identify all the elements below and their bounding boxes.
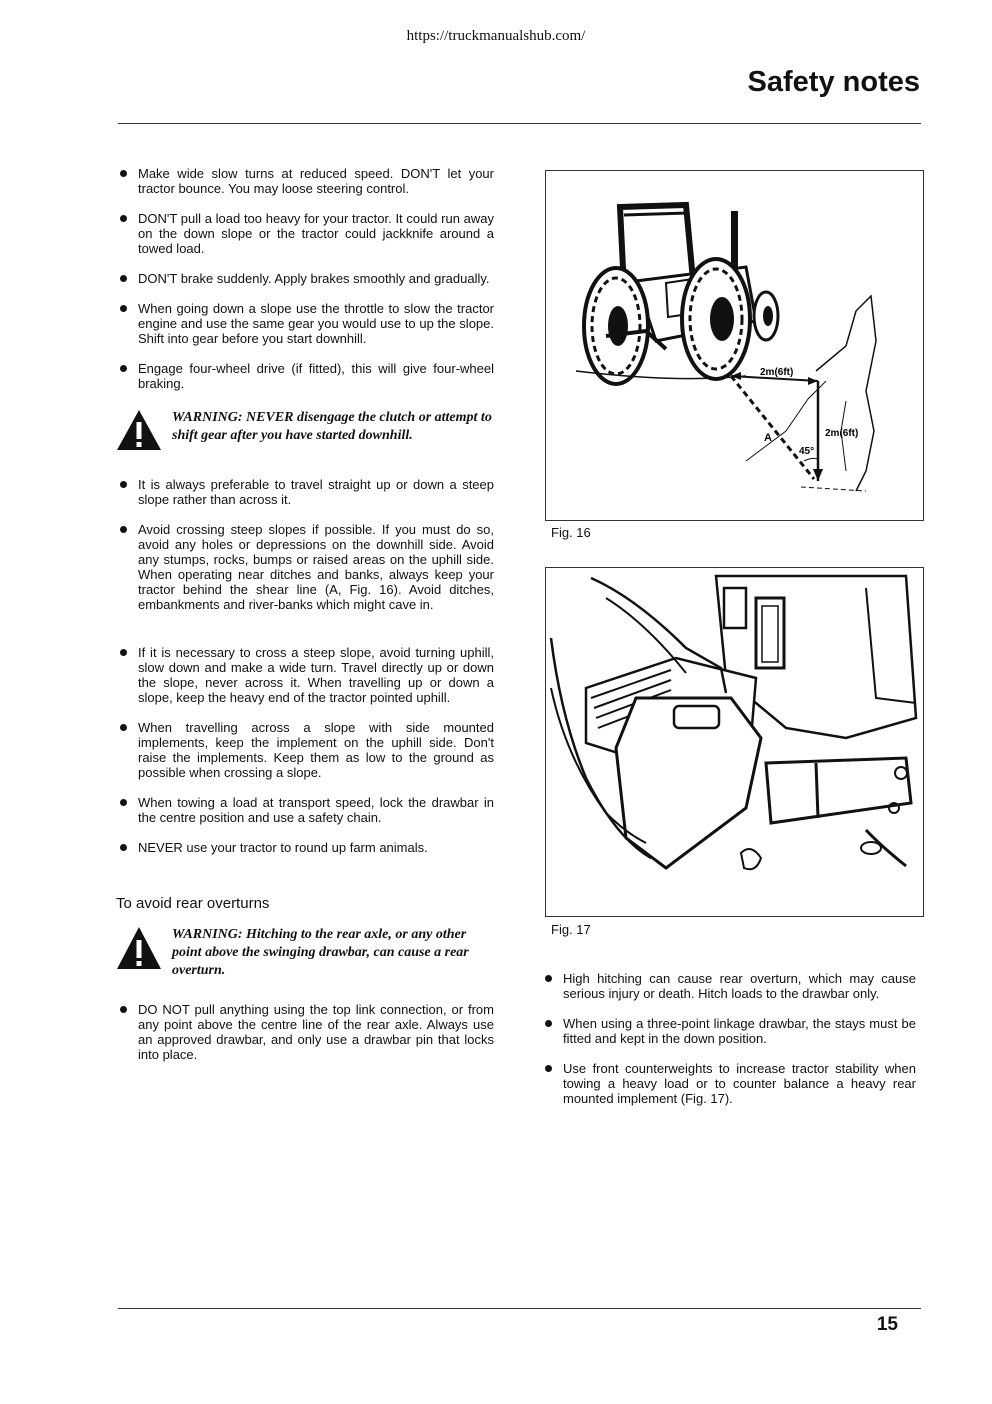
figure-caption: Fig. 17 (551, 922, 591, 937)
figure-16 (545, 170, 924, 521)
dimension-label: 2m(6ft) (760, 367, 794, 378)
footer-rule (118, 1308, 921, 1309)
source-url: https://truckmanualshub.com/ (406, 28, 586, 44)
list-item: DO NOT pull anything using the top link connection, or from any point above the centre line of the rear axle. Always use an approved drawbar, and only use a drawbar pin that locks into place. (116, 1002, 494, 1062)
section-heading: To avoid rear overturns (116, 895, 270, 912)
figure-caption: Fig. 16 (551, 525, 591, 540)
warning-triangle-icon (116, 926, 162, 970)
list-item: DON'T brake suddenly. Apply brakes smoothly and gradually. (116, 271, 494, 286)
list-item: High hitching can cause rear overturn, which may cause serious injury or death. Hitch loads to the drawbar only. (541, 971, 916, 1001)
list-item: DON'T pull a load too heavy for your tractor. It could run away on the down slope or the tractor could jackknife around a towed load. (116, 211, 494, 256)
header-rule (118, 123, 921, 124)
tractor-slope-illustration (546, 171, 923, 520)
angle-label: 45° (799, 446, 815, 457)
figure-17 (545, 567, 924, 917)
list-item: When towing a load at transport speed, lock the drawbar in the centre position and use a safety chain. (116, 795, 494, 825)
list-item: It is always preferable to travel straight up or down a steep slope rather than across it. (116, 477, 494, 507)
list-item: NEVER use your tractor to round up farm animals. (116, 840, 494, 855)
right-column (541, 971, 916, 1106)
warning-triangle-icon (116, 409, 162, 451)
page-number: 15 (876, 1314, 898, 1335)
shear-line-label: A (764, 432, 772, 444)
warning-text: WARNING: Hitching to the rear axle, or any other point above the swinging drawbar, can cause a rear overturn. (172, 927, 469, 978)
list-item: When travelling across a slope with side mounted implements, keep the implement on the uphill side. Don't raise the implements. Keep them as low to the ground as possible when crossing a slope. (116, 720, 494, 780)
left-column (116, 166, 494, 1062)
list-item: Make wide slow turns at reduced speed. DON'T let your tractor bounce. You may loose steering control. (116, 166, 494, 196)
list-item: Avoid crossing steep slopes if possible. If you must do so, avoid any holes or depressions on the downhill side. Avoid any stumps, rocks, bumps or raised areas on the uphill side. When operating near ditches and banks, always keep your tractor behind the shear line (A, Fig. 16). Avoid ditches, embankments and river-banks which might cave in. (116, 522, 494, 612)
warning-block (116, 409, 494, 457)
list-item: When going down a slope use the throttle to slow the tractor engine and use the same gear you would use to up the slope. Shift into gear before you start downhill. (116, 301, 494, 346)
list-item: When using a three-point linkage drawbar, the stays must be fitted and kept in the down position. (541, 1016, 916, 1046)
warning-text: WARNING: NEVER disengage the clutch or attempt to shift gear after you have started downhill. (172, 410, 492, 443)
front-counterweight-illustration (546, 568, 923, 916)
list-item: If it is necessary to cross a steep slope, avoid turning uphill, slow down and make a wide turn. Travel directly up or down the slope, never across it. When travelling up or down a slope, keep the heavy end of the tractor pointed uphill. (116, 645, 494, 705)
page-title: Safety notes (747, 66, 920, 98)
list-item: Use front counterweights to increase tractor stability when towing a heavy load or to counter balance a heavy rear mounted implement (Fig. 17). (541, 1061, 916, 1106)
warning-block (116, 926, 494, 980)
dimension-label: 2m(6ft) (825, 428, 859, 439)
list-item: Engage four-wheel drive (if fitted), this will give four-wheel braking. (116, 361, 494, 391)
